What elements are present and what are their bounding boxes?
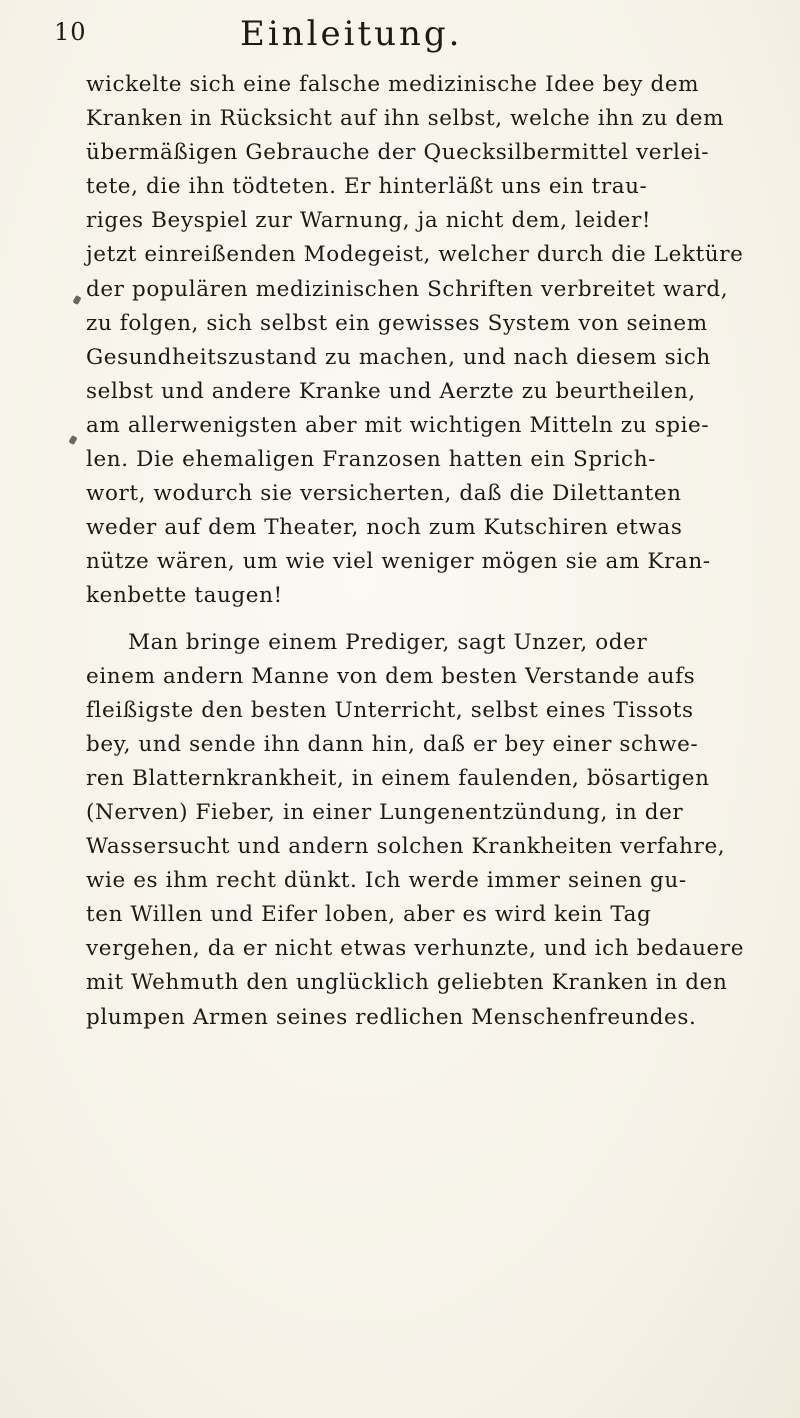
- text-line: einem andern Manne von dem besten Verstande aufs: [86, 663, 696, 689]
- text-line: übermäßigen Gebrauche der Quecksilbermittel verlei-: [86, 140, 710, 166]
- text-line: ren Blatternkrankheit, in einem faulenden, bösartigen: [86, 765, 710, 791]
- text-line: wort, wodurch sie versicherten, daß die Dilettanten: [86, 481, 682, 507]
- text-line: Gesundheitszustand zu machen, und nach diesem sich: [86, 344, 711, 370]
- margin-ink-mark: [68, 435, 77, 445]
- text-line: Wassersucht und andern solchen Krankheiten verfahre,: [86, 834, 726, 860]
- paragraph-2: [86, 626, 745, 1035]
- text-line: weder auf dem Theater, noch zum Kutschiren etwas: [86, 515, 683, 541]
- text-line: wickelte sich eine falsche medizinische Idee bey dem: [86, 72, 700, 97]
- text-line: Man bringe einem Prediger, sagt Unzer, oder: [128, 629, 648, 655]
- text-line: ten Willen und Eifer loben, aber es wird kein Tag: [86, 902, 652, 928]
- text-line: bey, und sende ihn dann hin, daß er bey einer schwe-: [86, 731, 699, 757]
- text-line: nütze wären, um wie viel weniger mögen sie am Kran-: [86, 549, 711, 575]
- body-text: [86, 68, 745, 1035]
- running-title: Einleitung.: [240, 14, 463, 54]
- text-line: (Nerven) Fieber, in einer Lungenentzündung, in der: [86, 799, 684, 825]
- text-line: mit Wehmuth den unglücklich geliebten Kranken in den: [86, 970, 728, 996]
- text-line: zu folgen, sich selbst ein gewisses System von seinem: [86, 310, 708, 336]
- text-line: tete, die ihn tödteten. Er hinterläßt uns ein trau-: [86, 174, 648, 200]
- text-line: am allerwenigsten aber mit wichtigen Mitteln zu spie-: [86, 412, 710, 438]
- text-line: len. Die ehemaligen Franzosen hatten ein Sprich-: [86, 447, 657, 473]
- text-line: Kranken in Rücksicht auf ihn selbst, welche ihn zu dem: [86, 106, 725, 132]
- page-header: [40, 8, 760, 68]
- text-line: vergehen, da er nicht etwas verhunzte, und ich bedauere: [86, 936, 745, 962]
- paragraph-spacer: [86, 614, 722, 626]
- text-line: plumpen Armen seines redlichen Menschenfreundes.: [86, 1004, 697, 1030]
- text-line: kenbette taugen!: [86, 583, 283, 609]
- text-line: selbst und andere Kranke und Aerzte zu beurtheilen,: [86, 378, 696, 404]
- page-number: 10: [54, 18, 87, 46]
- margin-ink-mark: [72, 295, 81, 305]
- text-line: riges Beyspiel zur Warnung, ja nicht dem, leider!: [86, 208, 652, 234]
- text-line: wie es ihm recht dünkt. Ich werde immer seinen gu-: [86, 868, 687, 894]
- paragraph-1: [86, 68, 744, 614]
- text-line: der populären medizinischen Schriften verbreitet ward,: [86, 276, 729, 302]
- text-line: fleißigste den besten Unterricht, selbst eines Tissots: [86, 697, 694, 723]
- text-line: jetzt einreißenden Modegeist, welcher durch die Lektüre: [86, 242, 744, 268]
